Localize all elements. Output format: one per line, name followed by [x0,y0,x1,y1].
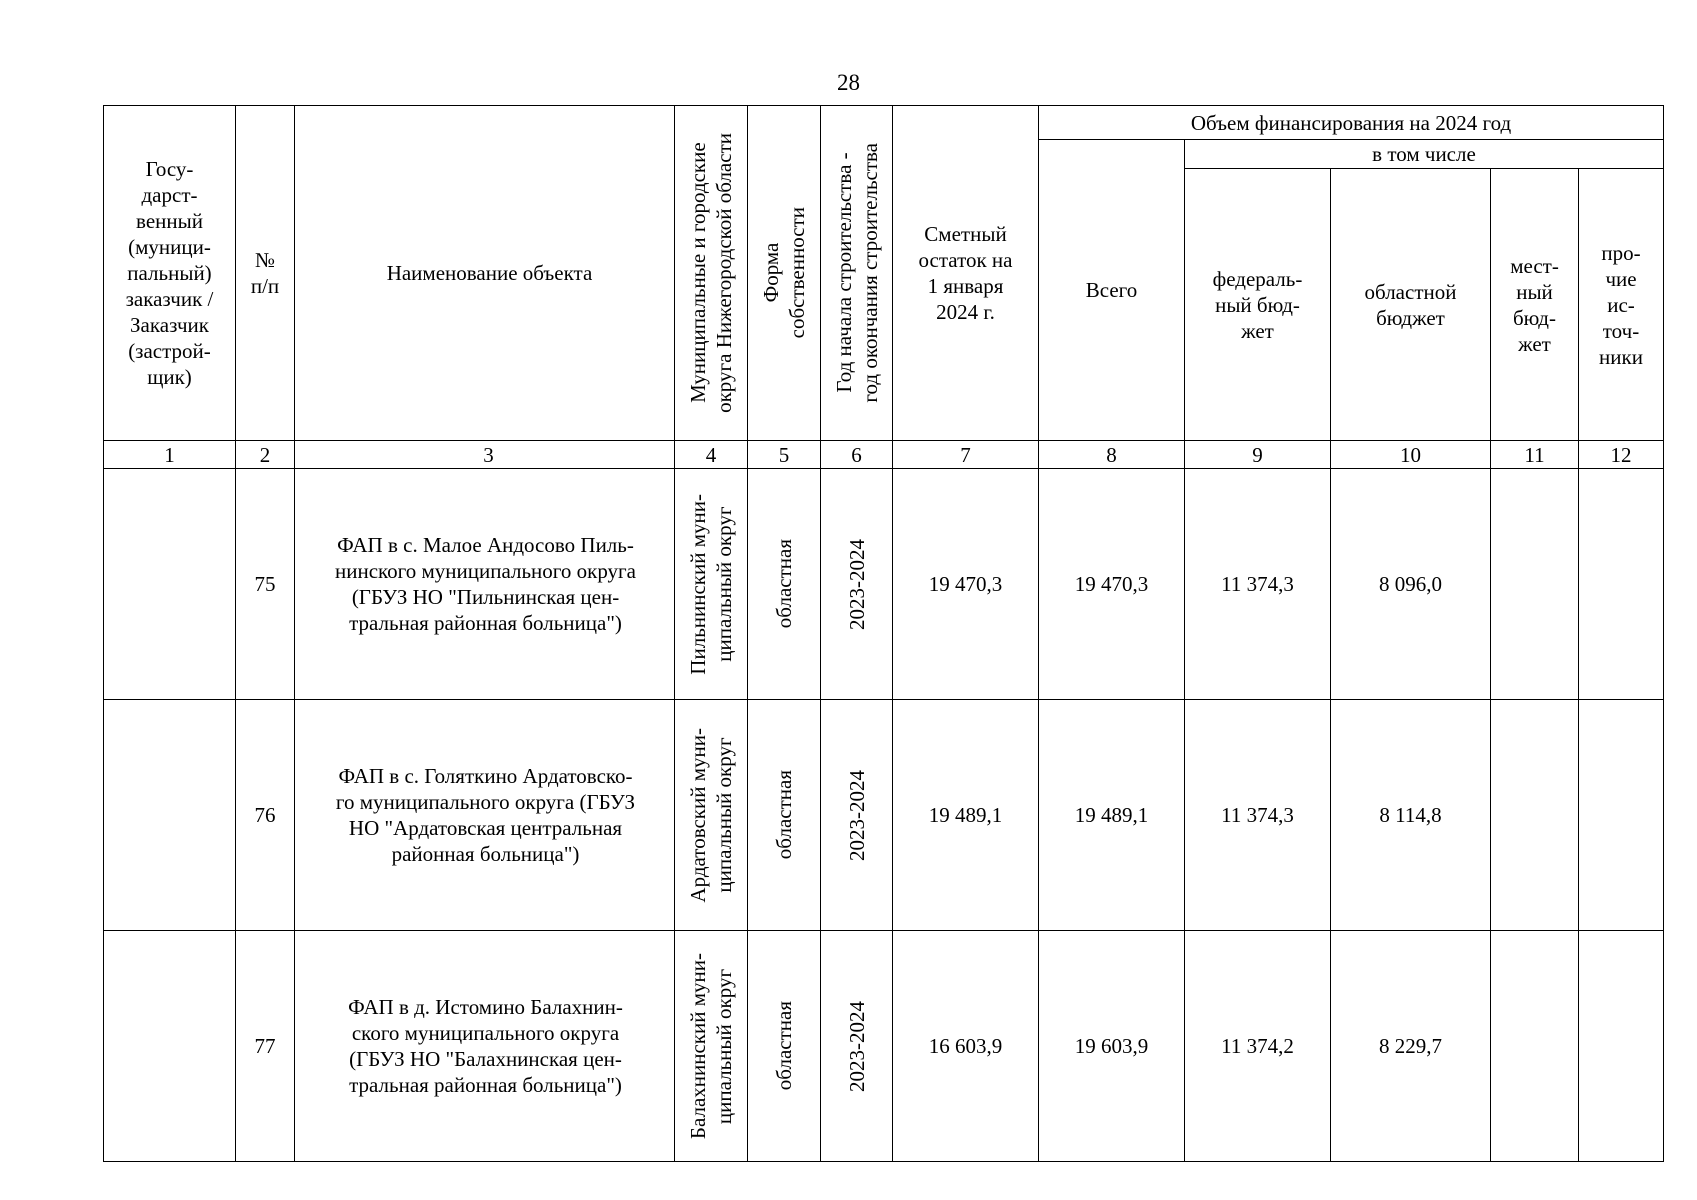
row-total: 19 603,9 [1039,931,1185,1162]
table-row [104,469,1664,700]
page-number: 28 [837,70,860,95]
row-customer [104,931,236,1162]
column-number: 1 [104,441,236,469]
row-object-name: ФАП в с. Малое Андосово Пиль- нинского муниципального округа (ГБУЗ НО "Пильнинская цен- тральная районная больница") [295,469,675,700]
header-customer: Госу- дарст- венный (муници- пальный) заказчик / Заказчик (застрой- щик) [104,106,236,441]
row-estimate: 19 470,3 [893,469,1039,700]
row-other [1579,931,1664,1162]
header-number: № п/п [236,106,295,441]
row-estimate: 19 489,1 [893,700,1039,931]
header-financing-group: Объем финансирования на 2024 год [1039,106,1664,140]
row-regional: 8 096,0 [1331,469,1491,700]
financing-table [103,105,1664,1162]
column-number-row [104,441,1664,469]
row-municipality: Балахнинский муни- ципальный округ [675,931,748,1162]
header-including: в том числе [1185,140,1664,169]
column-number: 4 [675,441,748,469]
header-regional: областной бюджет [1331,169,1491,441]
header-total: Всего [1039,140,1185,441]
row-total: 19 470,3 [1039,469,1185,700]
row-customer [104,700,236,931]
row-federal: 11 374,3 [1185,469,1331,700]
row-ownership: областная [748,700,821,931]
header-ownership: Форма собственности [748,106,821,441]
header-federal: федераль- ный бюд- жет [1185,169,1331,441]
row-customer [104,469,236,700]
column-number: 11 [1491,441,1579,469]
row-estimate: 16 603,9 [893,931,1039,1162]
row-number: 75 [236,469,295,700]
column-number: 2 [236,441,295,469]
column-number: 7 [893,441,1039,469]
column-number: 3 [295,441,675,469]
row-federal: 11 374,3 [1185,700,1331,931]
header-row-1 [104,106,1664,140]
row-years: 2023-2024 [821,469,893,700]
header-other: про- чие ис- точ- ники [1579,169,1664,441]
row-other [1579,700,1664,931]
column-number: 5 [748,441,821,469]
row-years: 2023-2024 [821,700,893,931]
header-years: Год начала строительства - год окончания строительства [821,106,893,441]
header-estimate: Сметный остаток на 1 января 2024 г. [893,106,1039,441]
table-row [104,700,1664,931]
row-municipality: Ардатовский муни- ципальный округ [675,700,748,931]
row-object-name: ФАП в д. Истомино Балахнин- ского муниципального округа (ГБУЗ НО "Балахнинская цен- тральная районная больница") [295,931,675,1162]
row-number: 76 [236,700,295,931]
header-object-name: Наименование объекта [295,106,675,441]
row-other [1579,469,1664,700]
column-number: 6 [821,441,893,469]
row-ownership: областная [748,469,821,700]
table-row [104,931,1664,1162]
row-number: 77 [236,931,295,1162]
header-local: мест- ный бюд- жет [1491,169,1579,441]
row-municipality: Пильнинский муни- ципальный округ [675,469,748,700]
row-regional: 8 114,8 [1331,700,1491,931]
column-number: 12 [1579,441,1664,469]
row-years: 2023-2024 [821,931,893,1162]
row-local [1491,931,1579,1162]
row-ownership: областная [748,931,821,1162]
column-number: 9 [1185,441,1331,469]
column-number: 8 [1039,441,1185,469]
header-municipality: Муниципальные и городские округа Нижегородской области [675,106,748,441]
row-local [1491,700,1579,931]
row-local [1491,469,1579,700]
row-total: 19 489,1 [1039,700,1185,931]
row-federal: 11 374,2 [1185,931,1331,1162]
row-object-name: ФАП в с. Голяткино Ардатовско- го муниципального округа (ГБУЗ НО "Ардатовская центральная районная больница") [295,700,675,931]
column-number: 10 [1331,441,1491,469]
row-regional: 8 229,7 [1331,931,1491,1162]
